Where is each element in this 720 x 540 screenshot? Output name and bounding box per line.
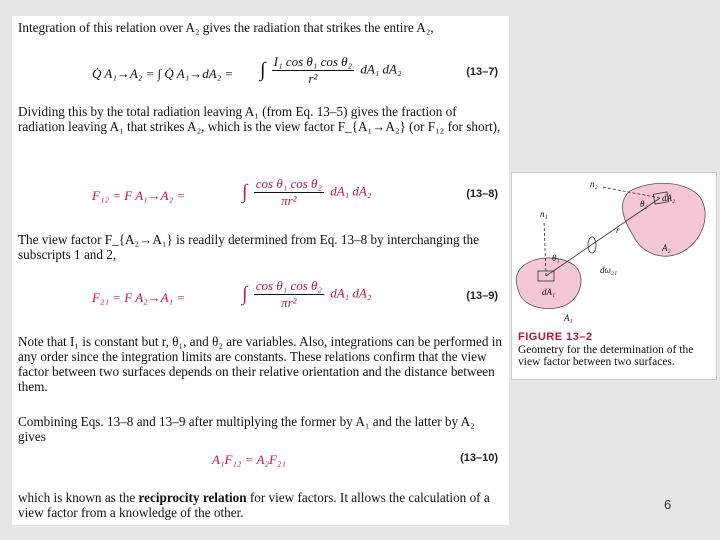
eq9-number: (13–9): [466, 290, 498, 302]
equation-13-7: [92, 54, 502, 94]
eq7-tail: dA₁ dA₂: [360, 61, 402, 77]
integral-icon: ∫: [260, 59, 266, 81]
eq7-number: (13–7): [466, 66, 498, 78]
reciprocity-term: reciprocity relation: [138, 490, 247, 505]
page-number: 6: [664, 497, 672, 512]
geometry-diagram: [512, 173, 716, 329]
figure-caption: [518, 331, 713, 369]
paragraph-combining: Combining Eqs. 13–8 and 13–9 after multiplying the former by A₁ and the latter by A₂ gives: [18, 414, 475, 444]
eq8-number: (13–8): [466, 188, 498, 200]
integral-icon: ∫: [242, 283, 248, 305]
label-domega: dω₂₁: [600, 265, 618, 275]
eq8-numerator: cos θ₁ cos θ₂: [255, 176, 322, 191]
eq9-numerator: cos θ₁ cos θ₂: [255, 278, 322, 293]
eq7-lhs: Q̇ A₁→A₂ = ∫ Q̇ A₁→dA₂ =: [92, 66, 234, 81]
eq9-lhs: F₂₁ = F A₂→A₁ =: [92, 290, 186, 305]
label-r: r: [616, 225, 620, 235]
eq9-denominator: πr²: [281, 295, 297, 310]
paragraph-integration: Integration of this relation over A₂ gives the radiation that strikes the entire A₂,: [18, 20, 434, 35]
eq10-number: (13–10): [460, 452, 498, 464]
eq8-lhs: F₁₂ = F A₁→A₂ =: [92, 188, 186, 203]
paragraph-reciprocity: which is known as the reciprocity relation for view factors. It allows the calculation of a view factor from a knowledge of the other.: [18, 490, 490, 520]
eq7-numerator: I₁ cos θ₁ cos θ₂: [273, 54, 353, 69]
label-dA1: dA₁: [542, 287, 556, 297]
paragraph-note: Note that I₁ is constant but r, θ₁, and θ₂ are variables. Also, integrations can be performed in any order since the integration limits are constants. These relations confirm that the view factor between two surfaces depends on their relative orientation and the distance between them.: [18, 334, 503, 394]
label-A2: A₂: [662, 243, 671, 253]
label-n2: n₂: [590, 179, 598, 189]
label-theta1: θ₁: [552, 253, 560, 263]
eq8-tail: dA₁ dA₂: [330, 183, 372, 199]
figure-title: FIGURE 13–2: [518, 331, 593, 343]
surface-a1-shape: [516, 258, 581, 309]
label-theta2: θ₂: [640, 199, 648, 209]
label-A1: A₁: [564, 313, 573, 323]
integral-icon: ∫: [242, 181, 248, 203]
eq10-body: A₁F₁₂ = A₂F₂₁: [212, 452, 286, 467]
label-n1: n₁: [540, 209, 548, 219]
eq7-denominator: r²: [308, 71, 318, 86]
equation-13-8: [92, 176, 502, 216]
eq9-tail: dA₁ dA₂: [330, 285, 372, 301]
figure-13-2: [511, 172, 717, 380]
textbook-page: [12, 16, 509, 525]
eq8-denominator: πr²: [281, 193, 297, 208]
equation-13-9: [92, 278, 502, 318]
equation-13-10: [92, 446, 502, 476]
paragraph-dividing: Dividing this by the total radiation leaving A₁ (from Eq. 13–5) gives the fraction of radiation leaving A₁ that strikes A₂, which is the view factor F_{A₁→A₂} (or F₁₂ for short),: [18, 104, 501, 134]
paragraph-view-factor: The view factor F_{A₂→A₁} is readily determined from Eq. 13–8 by interchanging the subscripts 1 and 2,: [18, 232, 479, 262]
figure-caption-text: Geometry for the determination of the view factor between two surfaces.: [518, 343, 694, 368]
label-dA2: dA₂: [662, 193, 676, 203]
